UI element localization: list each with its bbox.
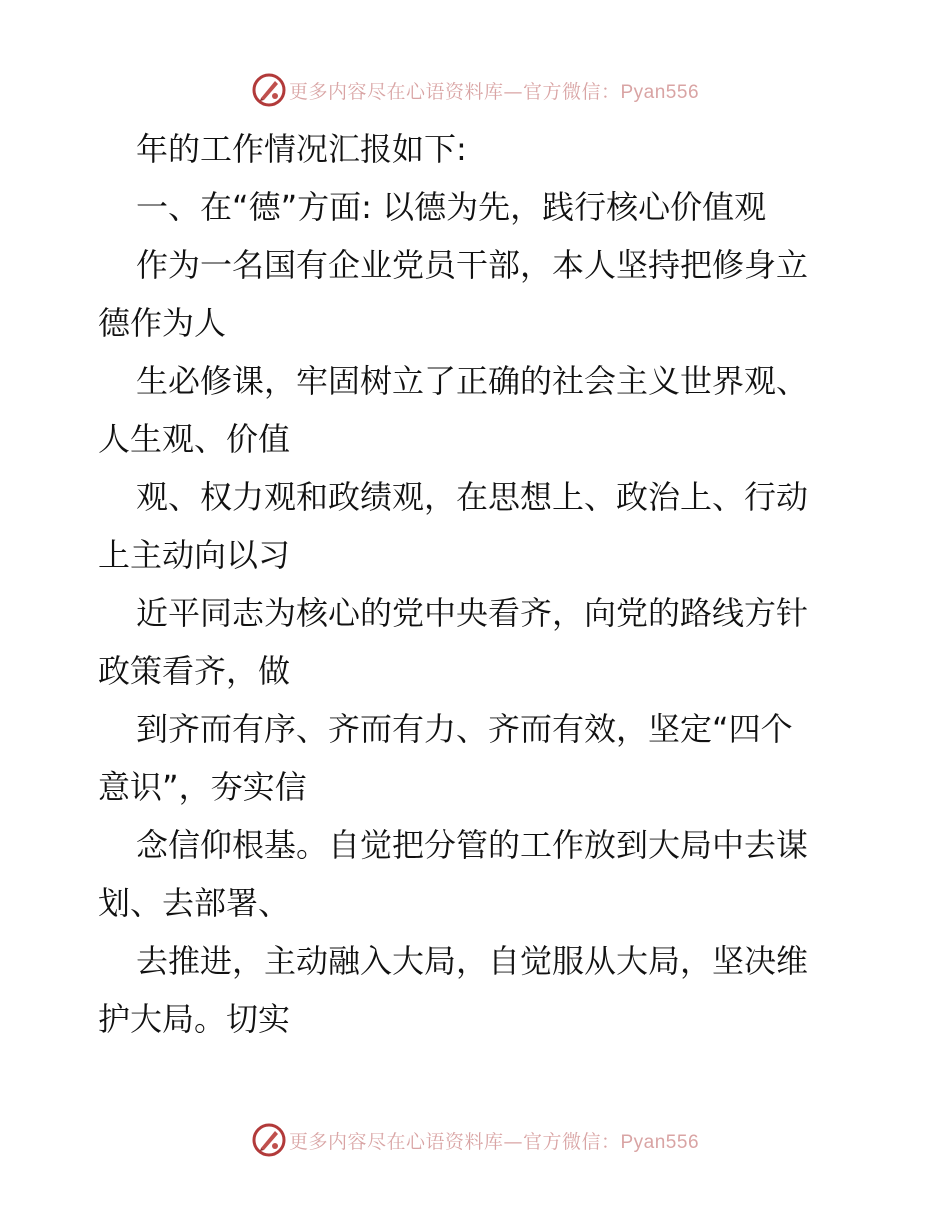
footer-watermark-banner <box>0 1122 950 1158</box>
text-line: 近平同志为核心的党中央看齐，向党的路线方针 <box>136 594 809 632</box>
text-line: 人生观、价值 <box>98 420 291 458</box>
quill-pen-seal-icon <box>251 1122 287 1158</box>
text-line: 观、权力观和政绩观，在思想上、政治上、行动 <box>136 478 809 516</box>
text-line: 生必修课，牢固树立了正确的社会主义世界观、 <box>136 362 809 400</box>
text-line: 划、去部署、 <box>98 884 291 922</box>
text-line: 护大局。切实 <box>98 1000 291 1038</box>
header-watermark-banner <box>0 72 950 108</box>
text-line: 政策看齐，做 <box>98 652 291 690</box>
wechat-id: Pyan556 <box>620 1131 700 1153</box>
text-line: 意识”，夯实信 <box>98 768 307 806</box>
text-line: 去推进，主动融入大局，自觉服从大局，坚决维 <box>136 942 809 980</box>
text-line: 念信仰根基。自觉把分管的工作放到大局中去谋 <box>136 826 809 864</box>
document-body <box>98 120 854 1048</box>
text-line: 德作为人 <box>98 304 227 342</box>
quill-pen-seal-icon <box>251 72 287 108</box>
text-line: 上主动向以习 <box>98 536 291 574</box>
text-line: 年的工作情况汇报如下: <box>136 130 467 168</box>
text-line: 到齐而有序、齐而有力、齐而有效，坚定“四个 <box>136 710 793 748</box>
wechat-id: Pyan556 <box>620 81 700 103</box>
banner-text: 更多内容尽在心语资料库—官方微信：Pyan556 <box>288 80 700 103</box>
text-line: 一、在“德”方面: 以德为先，践行核心价值观 <box>136 188 767 226</box>
text-line: 作为一名国有企业党员干部，本人坚持把修身立 <box>136 246 809 284</box>
banner-text: 更多内容尽在心语资料库—官方微信：Pyan556 <box>288 1130 700 1153</box>
